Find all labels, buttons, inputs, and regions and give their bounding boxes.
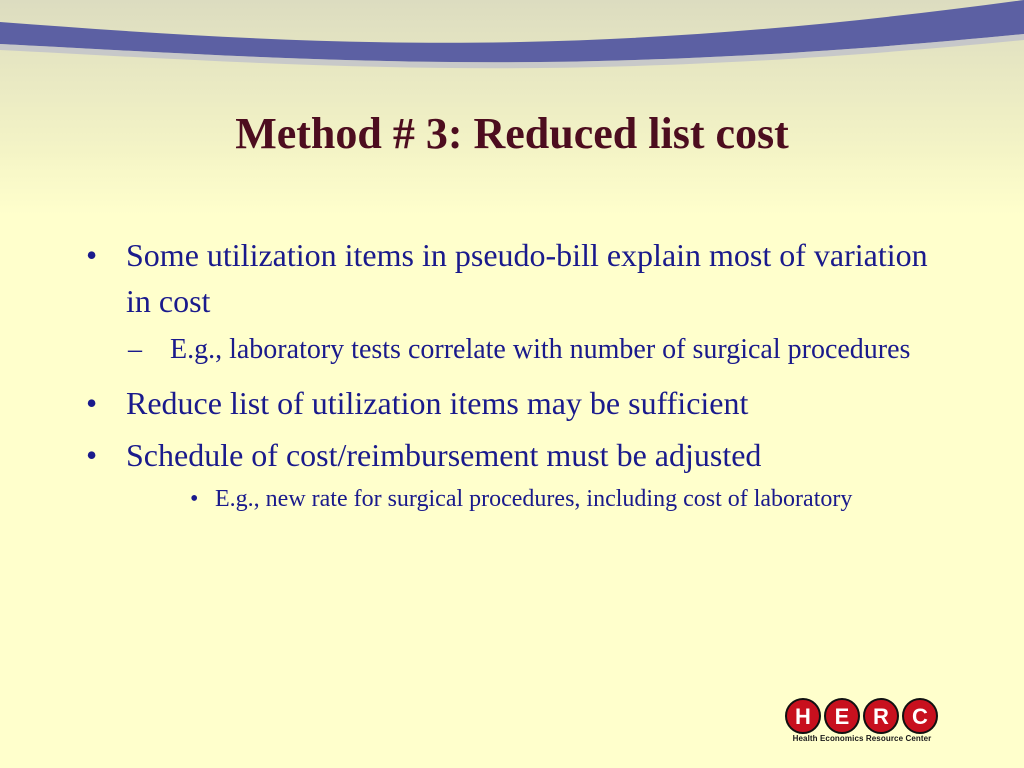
bullet-marker: •	[86, 437, 98, 473]
herc-logo	[782, 697, 942, 747]
sub-sub-bullet-item	[0, 482, 1024, 516]
bullet-marker: •	[86, 385, 98, 421]
logo-letter-r	[864, 699, 898, 733]
svg-text:E: E	[834, 704, 850, 729]
herc-logo-circles	[782, 697, 942, 737]
slide-title: Method # 3: Reduced list cost	[235, 109, 789, 158]
bullet-text: Reduce list of utilization items may be sufficient	[126, 385, 749, 421]
bullet-item	[0, 380, 1024, 426]
bullet-marker: •	[190, 486, 199, 512]
logo-letter-c	[903, 699, 937, 733]
bullet-item	[0, 432, 1024, 478]
svg-text:C: C	[912, 704, 928, 729]
dash-marker: –	[128, 334, 142, 365]
bullet-text: Schedule of cost/reimbursement must be adjusted	[126, 437, 762, 473]
logo-caption: Health Economics Resource Center	[792, 734, 932, 743]
header-wave-decoration	[0, 0, 1024, 80]
bullet-marker: •	[86, 237, 98, 273]
bullet-item	[0, 232, 1024, 324]
logo-letter-e	[825, 699, 859, 733]
svg-text:H: H	[795, 704, 811, 729]
logo-letter-h	[786, 699, 820, 733]
bullet-text: Some utilization items in pseudo-bill explain most of variation in cost	[126, 237, 928, 319]
bullet-list	[0, 232, 1024, 516]
sub-bullet-item	[0, 330, 1024, 370]
svg-text:R: R	[873, 704, 889, 729]
sub-sub-bullet-text: E.g., new rate for surgical procedures, including cost of laboratory	[215, 486, 853, 512]
sub-bullet-text: E.g., laboratory tests correlate with number of surgical procedures	[170, 334, 911, 365]
